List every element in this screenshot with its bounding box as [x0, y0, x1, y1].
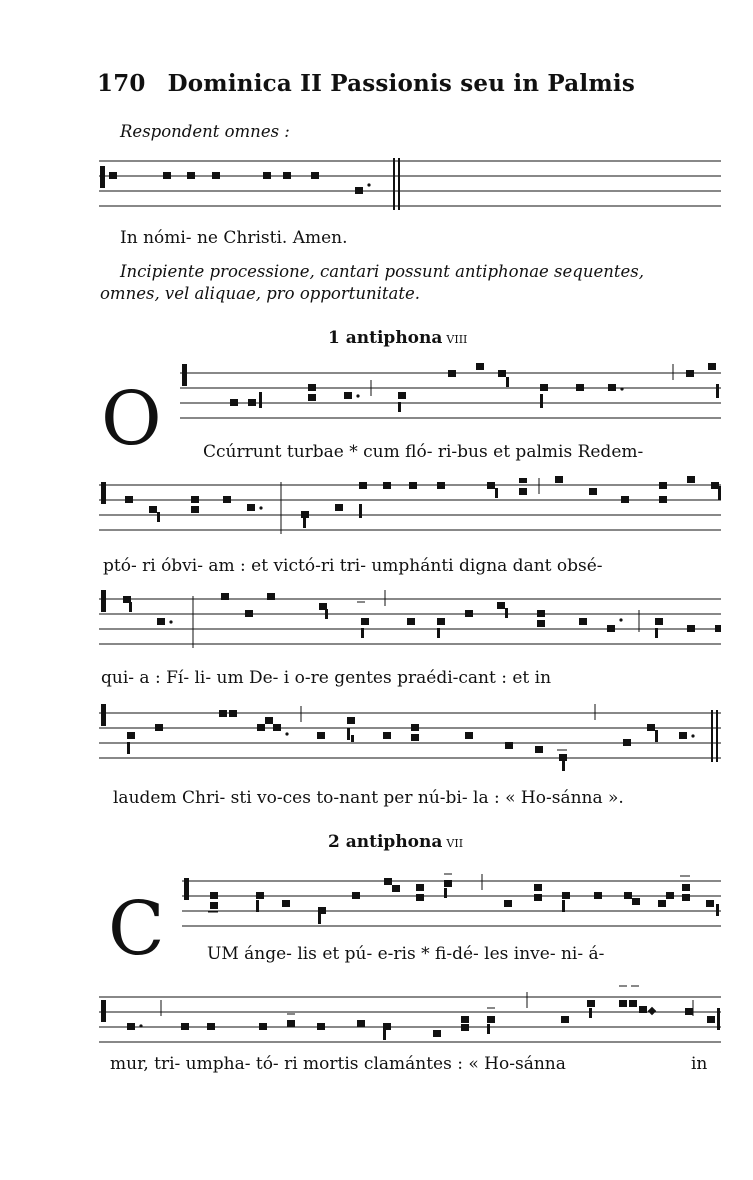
antiphon2-initial: C	[108, 886, 165, 972]
antiphon2-staff-1	[182, 878, 721, 934]
antiphon2-text-2: mur, tri- umpha- tó- ri mortis clamántes : « Ho-sánna	[110, 1054, 566, 1074]
antiphon1-heading	[328, 328, 467, 348]
response-rubric: Respondent omnes :	[120, 122, 290, 141]
antiphon1-text-4: laudem Chri- sti vo-ces to-nant per nú-bi- la : « Ho-sánna ».	[113, 788, 624, 808]
antiphon2-text-1: UM ánge- lis et pú- e-ris * fi-dé- les inve- ni- á-	[207, 944, 605, 964]
response-staff	[99, 158, 721, 214]
antiphon1-staff-2	[99, 482, 721, 538]
running-title: Dominica II Passionis seu in Palmis	[167, 70, 635, 97]
antiphon1-text-2: ptó- ri óbvi- am : et victó-ri tri- umphánti digna dant obsé-	[103, 556, 603, 576]
running-head	[97, 70, 657, 97]
procession-rubric-line1: Incipiente processione, cantari possunt antiphonae sequentes,	[120, 262, 644, 281]
antiphon1-text-1: Ccúrrunt turbae * cum fló- ri-bus et palmis Redem-	[203, 442, 644, 462]
antiphon1-initial: O	[101, 376, 162, 462]
antiphon2-number: 2 antiphona	[328, 832, 443, 852]
antiphon1-mode: viii	[446, 329, 468, 347]
response-text: In nómi- ne Christi. Amen.	[120, 228, 348, 248]
antiphon1-staff-4	[99, 710, 721, 766]
antiphon1-staff-1	[180, 370, 721, 426]
procession-rubric-line2: omnes, vel aliquae, pro opportunitate.	[100, 284, 420, 303]
antiphon1-number: 1 antiphona	[328, 328, 443, 348]
antiphon2-staff-2	[99, 994, 721, 1050]
antiphon2-mode: vii	[446, 833, 464, 851]
page-number: 170	[97, 70, 146, 97]
antiphon1-text-3: qui- a : Fí- li- um De- i o-re gentes praédi-cant : et in	[101, 668, 552, 688]
antiphon1-staff-3	[99, 596, 721, 652]
antiphon2-heading	[328, 832, 463, 852]
antiphon2-last-word: in	[691, 1054, 708, 1074]
